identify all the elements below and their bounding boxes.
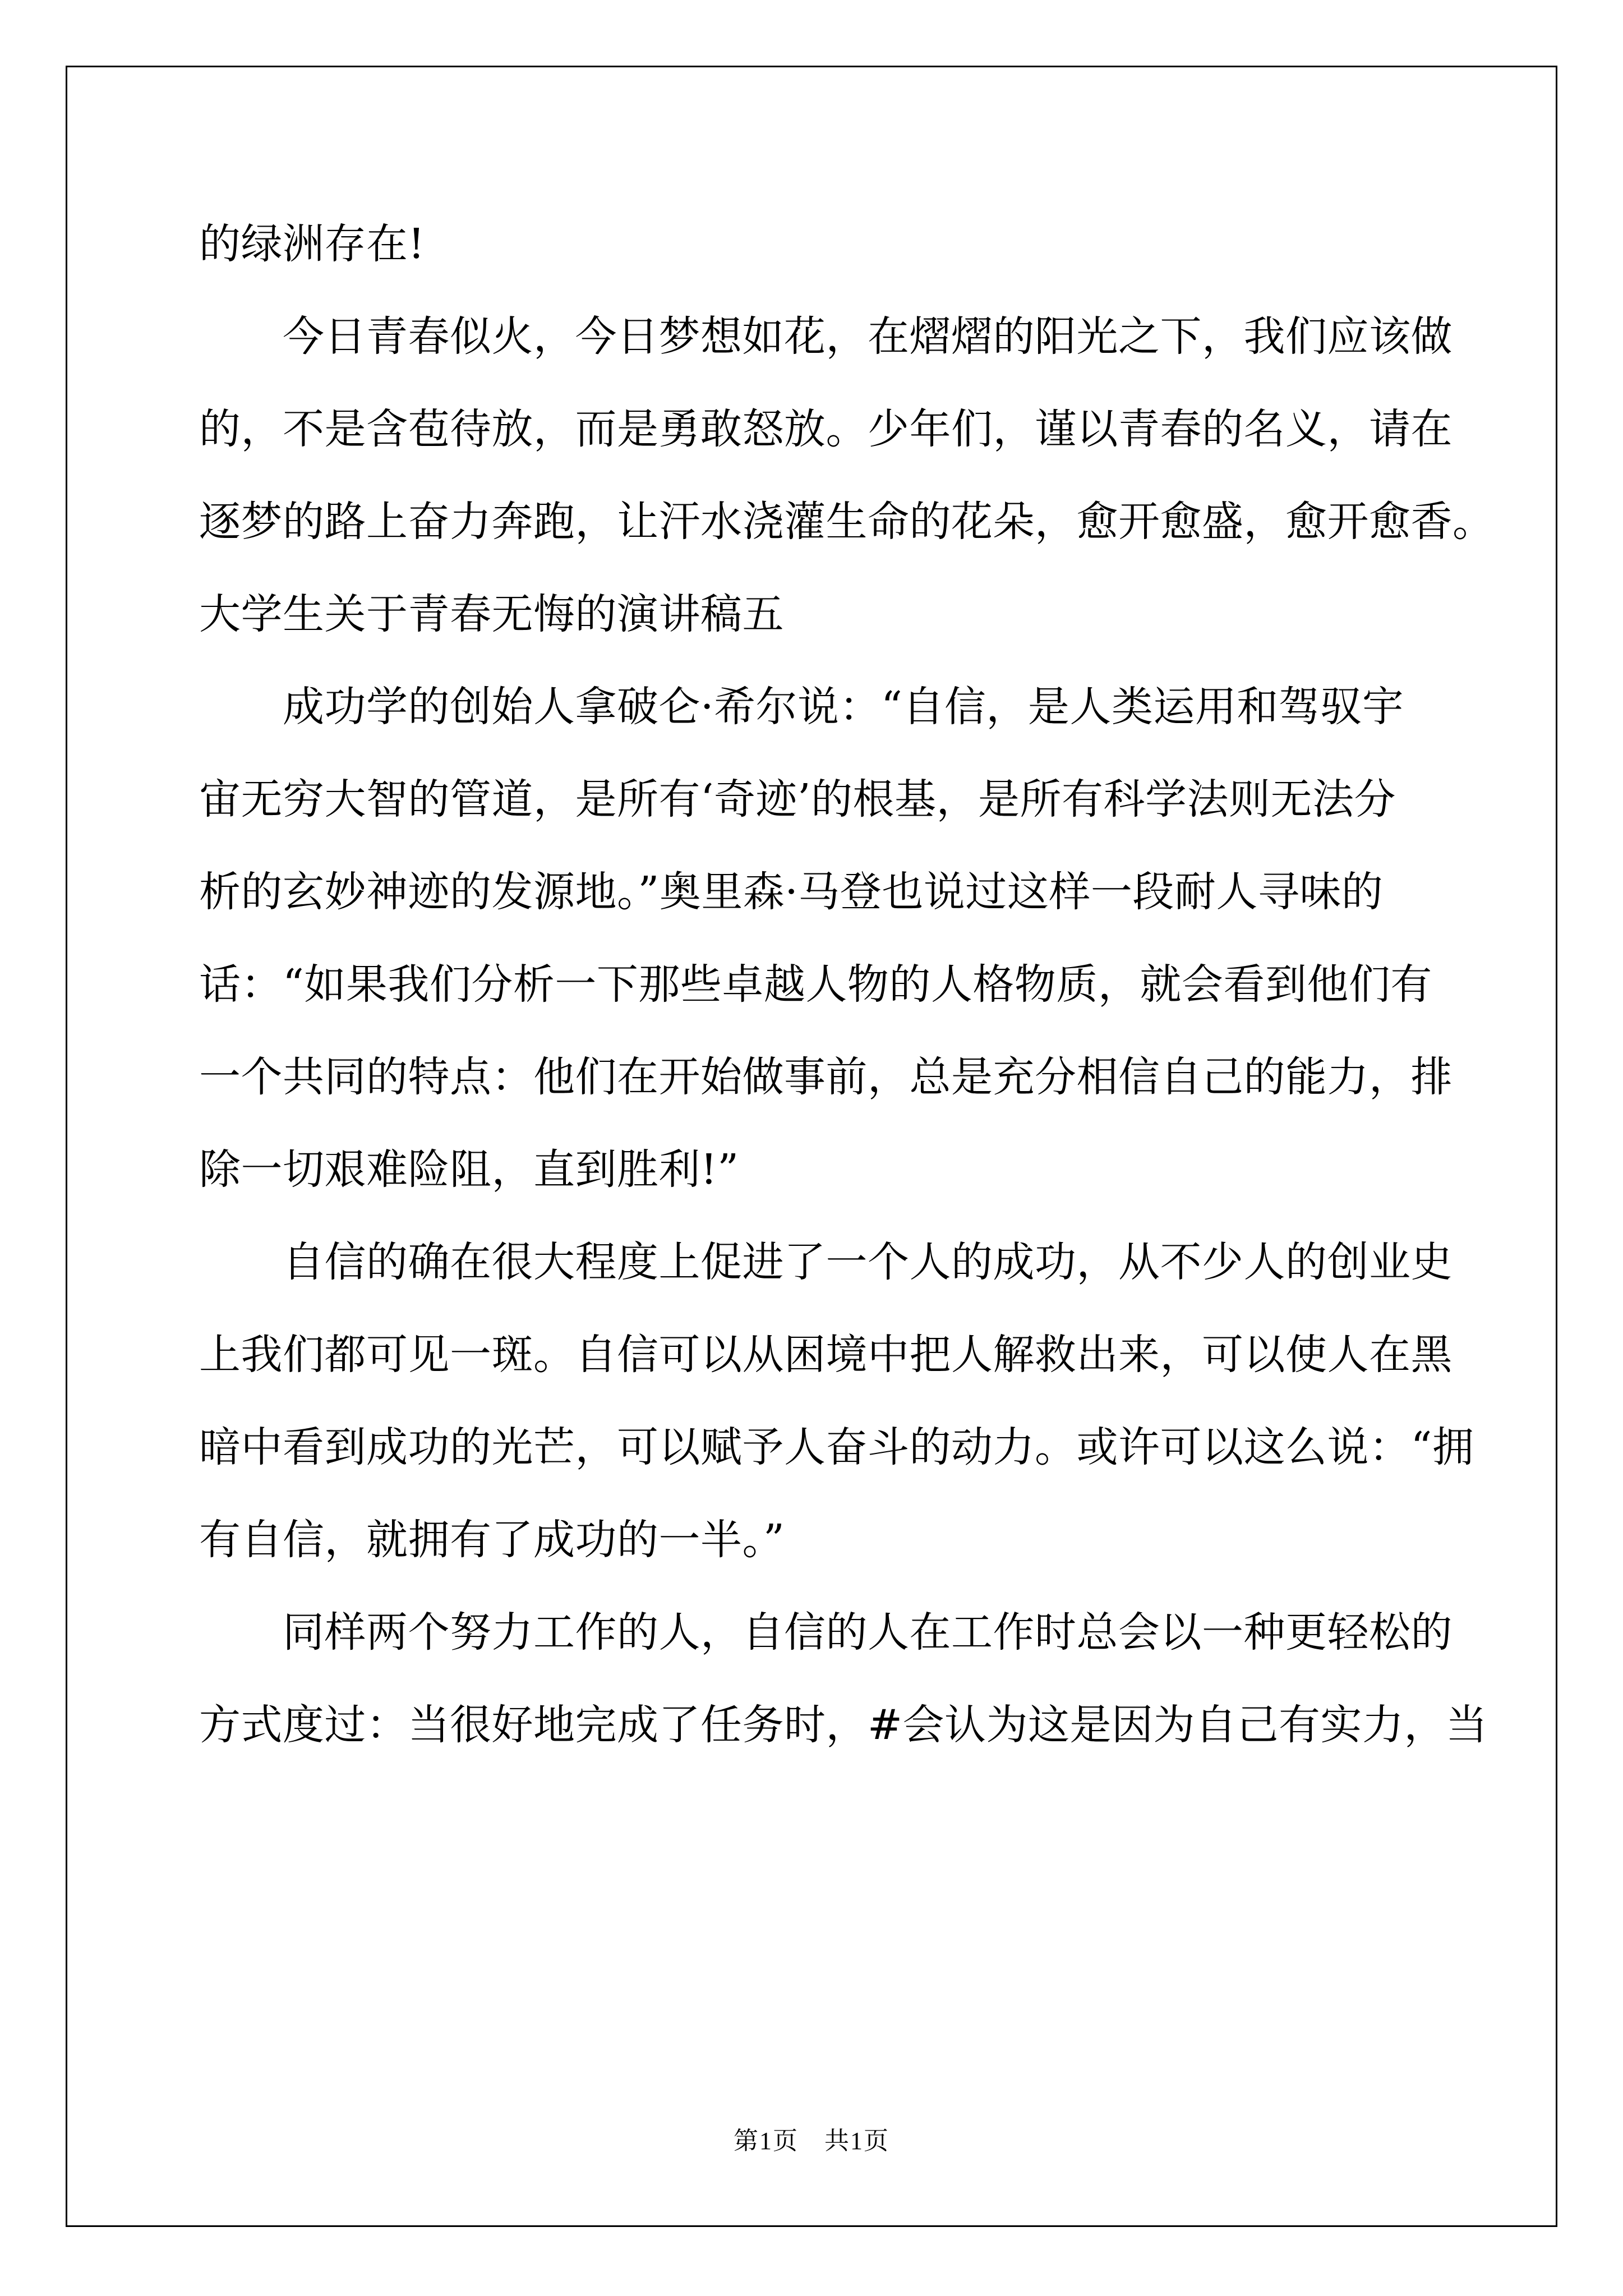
text-line: 暗中看到成功的光芒，可以赋予人奋斗的动力。或许可以这么说：“拥: [199, 1423, 1474, 1471]
text-line: 话：“如果我们分析一下那些卓越人物的人格物质，就会看到他们有: [199, 960, 1432, 1009]
page-footer: 第1页 共1页: [734, 2127, 889, 2155]
text-line: 有自信，就拥有了成功的一半。”: [199, 1516, 785, 1564]
text-line: 宙无穷大智的管道，是所有‘奇迹’的根基，是所有科学法则无法分: [199, 775, 1396, 823]
text-line: 除一切艰难险阻，直到胜利!”: [199, 1145, 739, 1194]
text-line: 成功学的创始人拿破仑·希尔说：“自信，是人类运用和驾驭宇: [199, 683, 1404, 731]
text-line: 同样两个努力工作的人，自信的人在工作时总会以一种更轻松的: [199, 1608, 1453, 1657]
text-line: 自信的确在很大程度上促进了一个人的成功，从不少人的创业史: [199, 1238, 1453, 1286]
text-line: 的绿洲存在!: [199, 220, 425, 268]
text-line: 的，不是含苞待放，而是勇敢怒放。少年们，谨以青春的名义，请在: [199, 405, 1453, 453]
section-heading: 大学生关于青春无悔的演讲稿五: [199, 590, 784, 638]
text-line: 今日青春似火，今日梦想如花，在熠熠的阳光之下，我们应该做: [199, 312, 1453, 361]
text-line: 析的玄妙神迹的发源地。”奥里森·马登也说过这样一段耐人寻味的: [199, 868, 1384, 916]
text-line: 方式度过：当很好地完成了任务时，#会认为这是因为自己有实力，当: [199, 1701, 1488, 1749]
text-line: 逐梦的路上奋力奔跑，让汗水浇灌生命的花朵，愈开愈盛，愈开愈香。: [199, 498, 1495, 546]
text-line: 一个共同的特点：他们在开始做事前，总是充分相信自己的能力，排: [199, 1053, 1453, 1101]
text-line: 上我们都可见一斑。自信可以从困境中把人解救出来，可以使人在黑: [199, 1331, 1453, 1379]
